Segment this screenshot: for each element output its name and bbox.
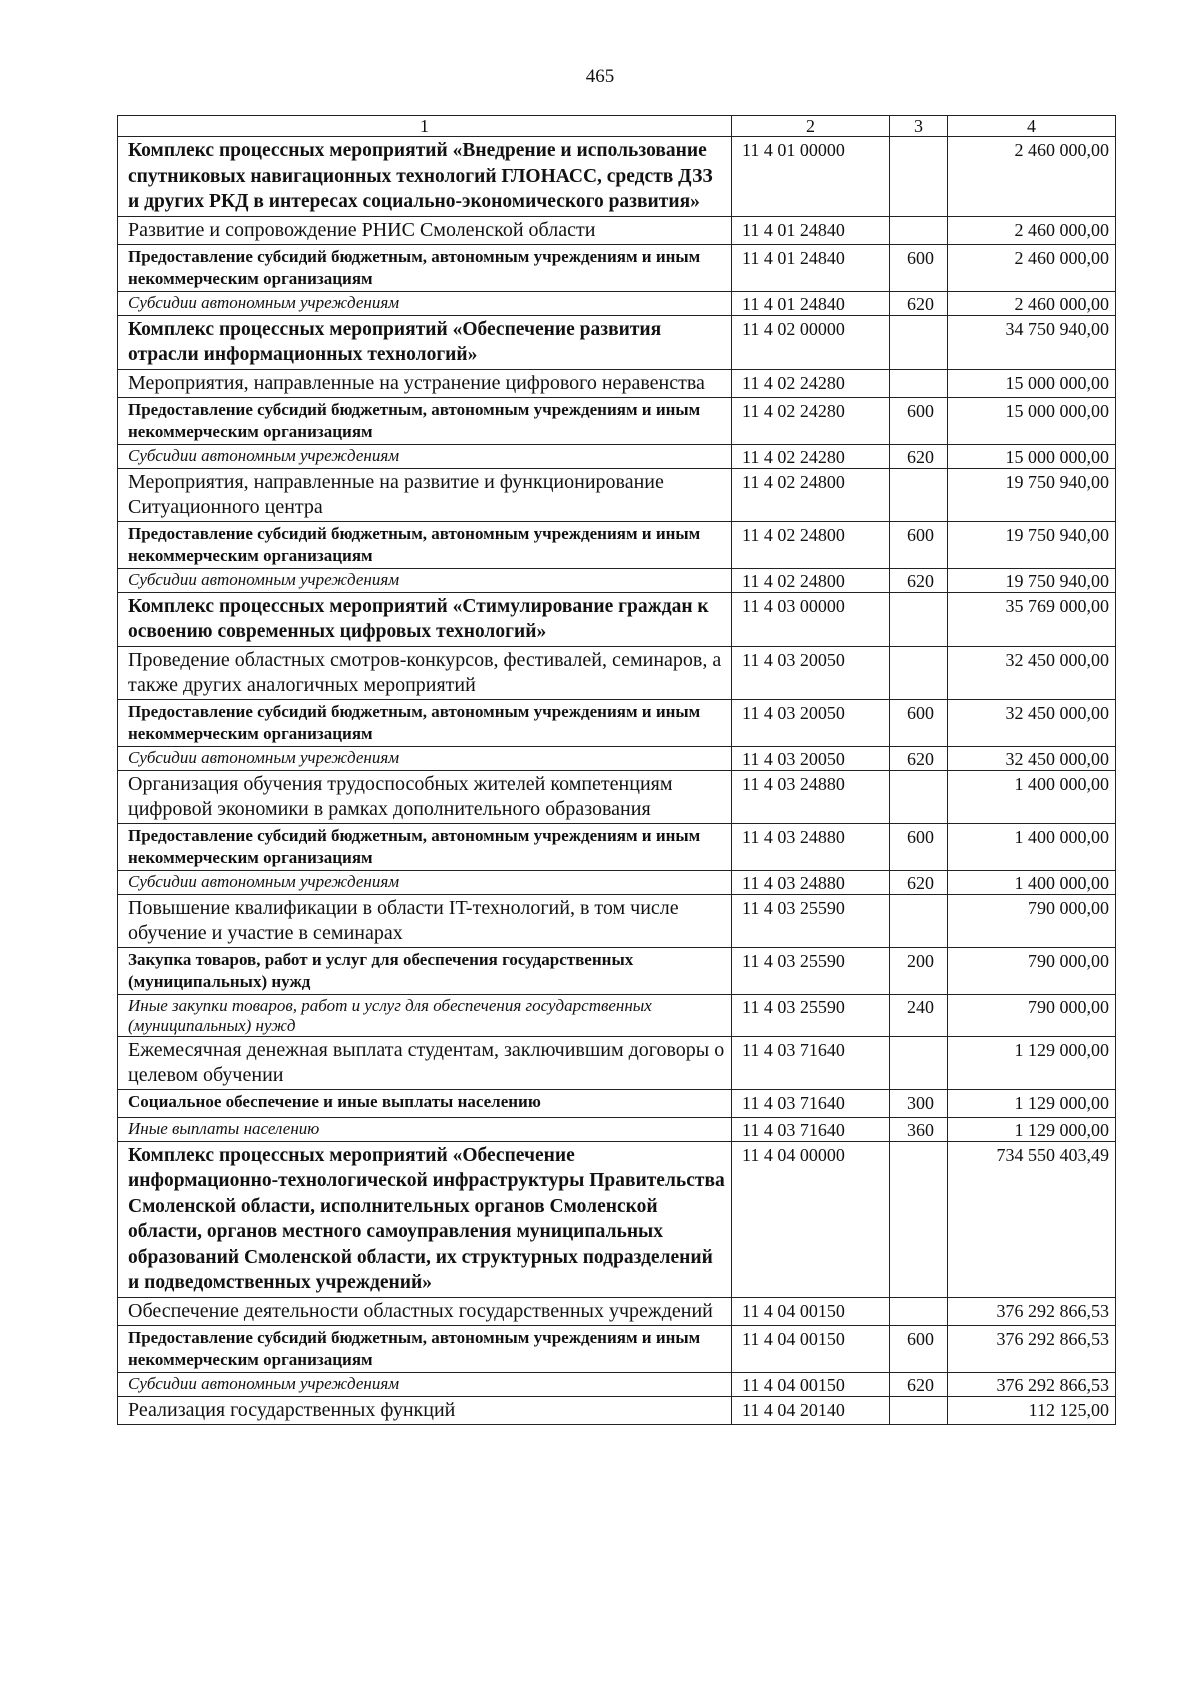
cell-code: 11 4 03 00000 [732,592,890,646]
cell-code: 11 4 04 00150 [732,1372,890,1396]
table-row [118,1297,1116,1325]
cell-name: Реализация государственных функций [118,1396,732,1424]
cell-type [890,770,948,823]
cell-amount: 32 450 000,00 [948,746,1116,770]
cell-amount: 734 550 403,49 [948,1141,1116,1297]
column-header-type: 3 [890,116,948,137]
cell-amount: 1 129 000,00 [948,1036,1116,1089]
cell-amount: 112 125,00 [948,1396,1116,1424]
cell-amount: 19 750 940,00 [948,521,1116,568]
cell-name: Комплекс процессных мероприятий «Обеспечение развития отрасли информационных технологий» [118,315,732,369]
cell-code: 11 4 01 24840 [732,244,890,291]
cell-name: Предоставление субсидий бюджетным, автономным учреждениям и иным некоммерческим организациям [118,1325,732,1372]
cell-name: Предоставление субсидий бюджетным, автономным учреждениям и иным некоммерческим организациям [118,244,732,291]
cell-code: 11 4 03 25590 [732,994,890,1036]
cell-name: Мероприятия, направленные на устранение цифрового неравенства [118,369,732,397]
cell-type: 620 [890,1372,948,1396]
table-row [118,444,1116,468]
cell-code: 11 4 01 24840 [732,216,890,244]
cell-type: 300 [890,1089,948,1117]
cell-code: 11 4 03 71640 [732,1117,890,1141]
table-row [118,947,1116,994]
cell-type [890,646,948,699]
cell-code: 11 4 02 24800 [732,568,890,592]
cell-amount: 2 460 000,00 [948,244,1116,291]
cell-type: 600 [890,397,948,444]
cell-type: 600 [890,1325,948,1372]
cell-name: Ежемесячная денежная выплата студентам, заключившим договоры о целевом обучении [118,1036,732,1089]
cell-code: 11 4 02 24800 [732,521,890,568]
table-row [118,521,1116,568]
cell-code: 11 4 04 20140 [732,1396,890,1424]
cell-type: 240 [890,994,948,1036]
cell-name: Проведение областных смотров-конкурсов, фестивалей, семинаров, а также других аналогичных мероприятий [118,646,732,699]
cell-type [890,468,948,521]
cell-amount: 790 000,00 [948,894,1116,947]
cell-name: Комплекс процессных мероприятий «Внедрение и использование спутниковых навигационных технологий ГЛОНАСС, средств ДЗЗ и других РКД в интересах социально-экономического развития» [118,137,732,217]
table-row [118,823,1116,870]
cell-code: 11 4 02 24280 [732,444,890,468]
cell-name: Организация обучения трудоспособных жителей компетенциям цифровой экономики в рамках дополнительного образования [118,770,732,823]
cell-type: 620 [890,444,948,468]
table-body [118,137,1116,1425]
cell-name: Субсидии автономным учреждениям [118,1372,732,1396]
cell-amount: 15 000 000,00 [948,444,1116,468]
cell-amount: 2 460 000,00 [948,216,1116,244]
cell-type [890,369,948,397]
cell-name: Предоставление субсидий бюджетным, автономным учреждениям и иным некоммерческим организациям [118,397,732,444]
cell-name: Мероприятия, направленные на развитие и функционирование Ситуационного центра [118,468,732,521]
cell-amount: 376 292 866,53 [948,1325,1116,1372]
column-header-amount: 4 [948,116,1116,137]
table-row [118,699,1116,746]
cell-code: 11 4 02 24280 [732,369,890,397]
cell-amount: 2 460 000,00 [948,291,1116,315]
cell-type [890,1297,948,1325]
column-header-name: 1 [118,116,732,137]
cell-type: 600 [890,823,948,870]
cell-code: 11 4 04 00150 [732,1325,890,1372]
cell-code: 11 4 02 00000 [732,315,890,369]
cell-amount: 1 129 000,00 [948,1089,1116,1117]
cell-amount: 2 460 000,00 [948,137,1116,217]
cell-type [890,216,948,244]
cell-amount: 34 750 940,00 [948,315,1116,369]
cell-amount: 19 750 940,00 [948,568,1116,592]
cell-type: 620 [890,568,948,592]
cell-type [890,1036,948,1089]
table-row [118,894,1116,947]
cell-amount: 35 769 000,00 [948,592,1116,646]
table-row [118,646,1116,699]
table-row [118,468,1116,521]
cell-type: 620 [890,870,948,894]
cell-amount: 32 450 000,00 [948,646,1116,699]
table-row [118,870,1116,894]
cell-name: Субсидии автономным учреждениям [118,568,732,592]
table-row [118,315,1116,369]
cell-code: 11 4 04 00000 [732,1141,890,1297]
table-row [118,397,1116,444]
table-row [118,1089,1116,1117]
table-row [118,291,1116,315]
page-number: 465 [585,66,615,87]
cell-name: Субсидии автономным учреждениям [118,291,732,315]
cell-name: Комплекс процессных мероприятий «Стимулирование граждан к освоению современных цифровых технологий» [118,592,732,646]
cell-code: 11 4 03 20050 [732,699,890,746]
table-row [118,592,1116,646]
table-row [118,1141,1116,1297]
cell-code: 11 4 03 71640 [732,1089,890,1117]
cell-type [890,1396,948,1424]
cell-code: 11 4 03 25590 [732,947,890,994]
cell-name: Социальное обеспечение и иные выплаты населению [118,1089,732,1117]
cell-name: Предоставление субсидий бюджетным, автономным учреждениям и иным некоммерческим организациям [118,699,732,746]
cell-code: 11 4 04 00150 [732,1297,890,1325]
cell-type: 600 [890,244,948,291]
cell-type [890,592,948,646]
cell-name: Закупка товаров, работ и услуг для обеспечения государственных (муниципальных) нужд [118,947,732,994]
cell-name: Субсидии автономным учреждениям [118,870,732,894]
cell-name: Иные закупки товаров, работ и услуг для обеспечения государственных (муниципальных) нужд [118,994,732,1036]
cell-name: Повышение квалификации в области IT-технологий, в том числе обучение и участие в семинарах [118,894,732,947]
cell-type [890,137,948,217]
cell-type: 360 [890,1117,948,1141]
cell-amount: 15 000 000,00 [948,369,1116,397]
cell-name: Субсидии автономным учреждениям [118,444,732,468]
cell-amount: 32 450 000,00 [948,699,1116,746]
cell-type: 600 [890,521,948,568]
table-row [118,1117,1116,1141]
cell-code: 11 4 02 24800 [732,468,890,521]
table-row [118,1036,1116,1089]
table-row [118,137,1116,217]
cell-code: 11 4 02 24280 [732,397,890,444]
cell-name: Обеспечение деятельности областных государственных учреждений [118,1297,732,1325]
cell-amount: 790 000,00 [948,947,1116,994]
cell-amount: 1 400 000,00 [948,823,1116,870]
cell-type [890,1141,948,1297]
cell-name: Субсидии автономным учреждениям [118,746,732,770]
cell-type: 620 [890,746,948,770]
cell-name: Комплекс процессных мероприятий «Обеспечение информационно-технологической инфраструктуры Правительства Смоленской области, исполнительных органов Смоленской области, органов местного самоуправления муниципальных образований Смоленской области, их структурных подразделений и подведомственных учреждений» [118,1141,732,1297]
budget-table [117,115,1116,1425]
cell-amount: 1 129 000,00 [948,1117,1116,1141]
table-row [118,1325,1116,1372]
cell-code: 11 4 03 24880 [732,823,890,870]
cell-amount: 1 400 000,00 [948,870,1116,894]
cell-type [890,315,948,369]
table-row [118,1396,1116,1424]
table-row [118,244,1116,291]
cell-name: Предоставление субсидий бюджетным, автономным учреждениям и иным некоммерческим организациям [118,823,732,870]
cell-name: Иные выплаты населению [118,1117,732,1141]
cell-amount: 15 000 000,00 [948,397,1116,444]
cell-name: Предоставление субсидий бюджетным, автономным учреждениям и иным некоммерческим организациям [118,521,732,568]
cell-name: Развитие и сопровождение РНИС Смоленской области [118,216,732,244]
cell-code: 11 4 03 20050 [732,746,890,770]
cell-code: 11 4 03 25590 [732,894,890,947]
cell-code: 11 4 03 24880 [732,770,890,823]
cell-code: 11 4 01 24840 [732,291,890,315]
cell-amount: 790 000,00 [948,994,1116,1036]
cell-amount: 1 400 000,00 [948,770,1116,823]
column-header-code: 2 [732,116,890,137]
table-row [118,770,1116,823]
table-row [118,369,1116,397]
table-row [118,568,1116,592]
cell-type: 200 [890,947,948,994]
cell-type: 600 [890,699,948,746]
table-row [118,746,1116,770]
cell-code: 11 4 01 00000 [732,137,890,217]
table-row [118,216,1116,244]
cell-code: 11 4 03 20050 [732,646,890,699]
cell-amount: 19 750 940,00 [948,468,1116,521]
cell-code: 11 4 03 71640 [732,1036,890,1089]
cell-amount: 376 292 866,53 [948,1297,1116,1325]
table-row [118,994,1116,1036]
cell-type: 620 [890,291,948,315]
table-row [118,1372,1116,1396]
header-row [118,116,1116,137]
cell-amount: 376 292 866,53 [948,1372,1116,1396]
cell-type [890,894,948,947]
cell-code: 11 4 03 24880 [732,870,890,894]
